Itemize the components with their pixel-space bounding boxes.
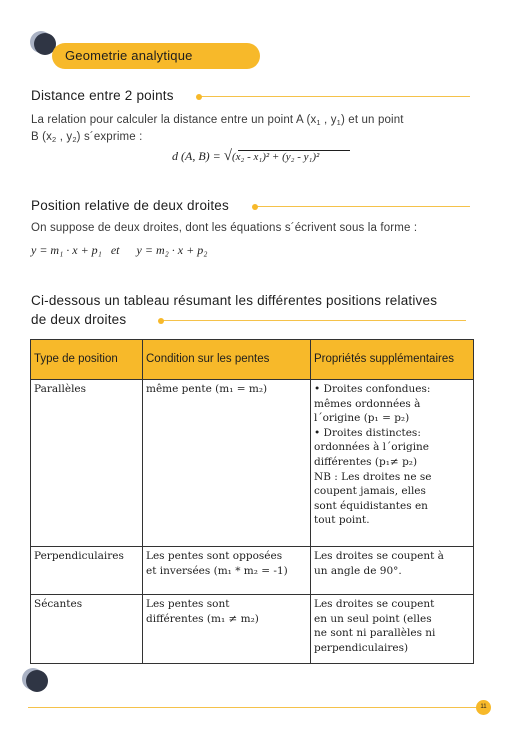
header-condition: Condition sur les pentes [143, 340, 311, 380]
table-row [31, 380, 474, 547]
footer-rule [28, 707, 478, 708]
sqrt-bar [238, 150, 350, 151]
cell-type: Parallèles [31, 380, 143, 547]
equation-1: y = m₁ · x + p₁ [31, 243, 102, 257]
table-intro-heading: Ci-dessous un tableau résumant les différentes positions relatives de deux droites [31, 293, 438, 327]
equation-separator: et [110, 243, 120, 257]
formula-radicand: (x₂ - x₁)² + (y₂ - y₁)² [231, 151, 320, 163]
header-type: Type de position [31, 340, 143, 380]
page-number: 11 [476, 700, 491, 715]
heading-rule [254, 206, 470, 207]
header-props: Propriétés supplémentaires [311, 340, 474, 380]
line-equations [31, 243, 207, 258]
heading-rule [160, 320, 466, 321]
formula-lhs: d (A, B) = [172, 149, 224, 163]
cell-type: Sécantes [31, 595, 143, 664]
cell-props: Les droites se coupent en un seul point (elles ne sont ni parallèles ni perpendiculaires) [311, 595, 474, 664]
table-header-row [31, 340, 474, 380]
cell-condition: même pente (m₁ = m₂) [143, 380, 311, 547]
table-row [31, 547, 474, 595]
section-heading-distance: Distance entre 2 points [31, 88, 174, 103]
cell-type: Perpendiculaires [31, 547, 143, 595]
cell-condition: Les pentes sont opposées et inversées (m₁ * m₂ = -1) [143, 547, 311, 595]
table-row [31, 595, 474, 664]
distance-text: La relation pour calculer la distance entre un point A ($x_1$ , $y_1$) et un point B ($x_2$ , $y_2$) s´exprime : [31, 114, 404, 144]
heading-rule [198, 96, 470, 97]
positions-table [30, 339, 474, 664]
cell-props: Les droites se coupent à un angle de 90°. [311, 547, 474, 595]
equation-2: y = m₂ · x + p₂ [136, 243, 208, 257]
footer-circle-icon [26, 670, 48, 692]
sqrt-sign-icon: √ [223, 148, 232, 164]
cell-condition: Les pentes sont différentes (m₁ ≠ m₂) [143, 595, 311, 664]
position-text: On suppose de deux droites, dont les équations s´écrivent sous la forme : [31, 222, 418, 234]
cell-props: • Droites confondues: mêmes ordonnées à l´origine (p₁ = p₂) • Droites distinctes: ordonnées à l´origine différentes (p₁≠ p₂) NB : Les droites ne se coupent jamais, elles sont équidistantes en tout point. [311, 380, 474, 547]
chapter-title: Geometrie analytique [52, 43, 260, 69]
section-heading-position: Position relative de deux droites [31, 198, 229, 213]
